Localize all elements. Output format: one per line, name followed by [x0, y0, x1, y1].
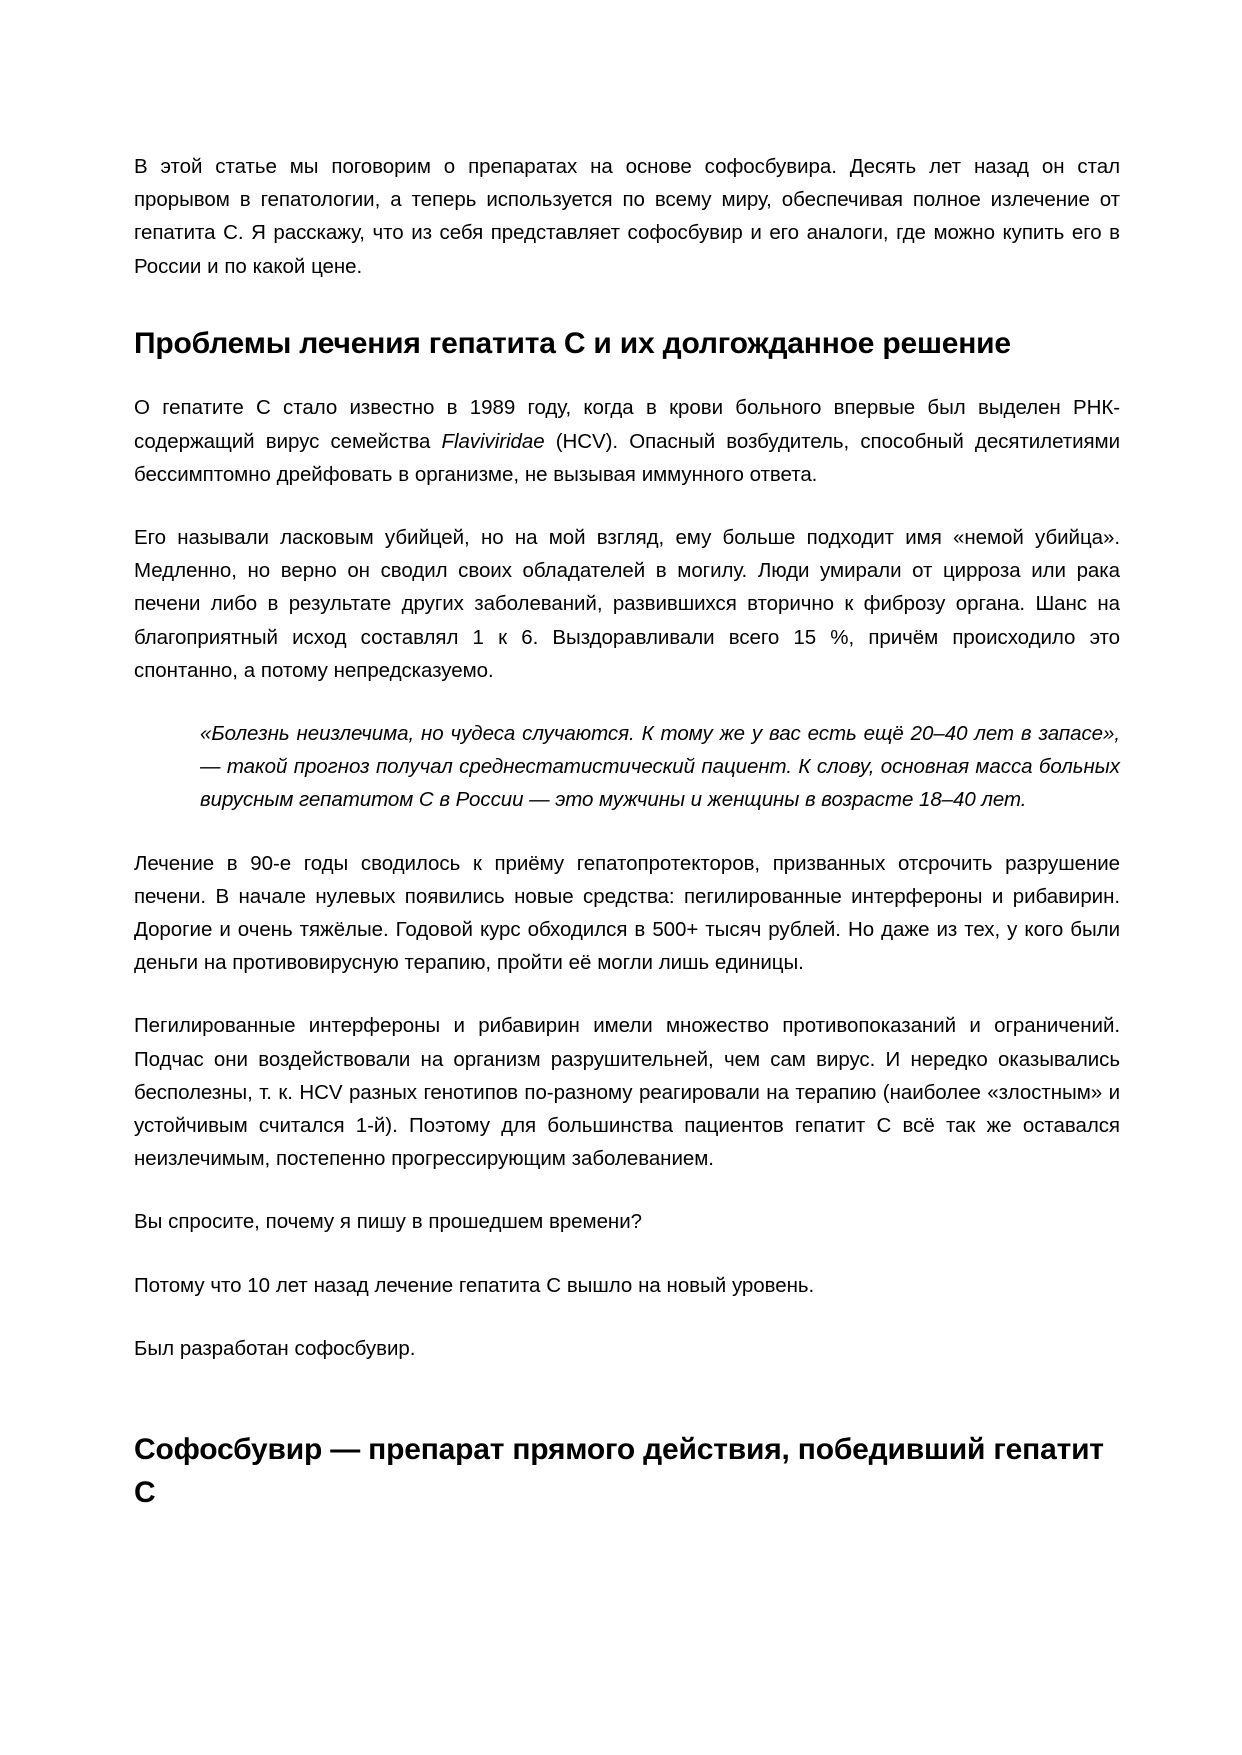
paragraph-silent-killer: Его называли ласковым убийцей, но на мой взгляд, ему больше подходит имя «немой убийца». Медленно, но верно он сводил своих обладателей в могилу. Люди умирали от цирроза или рака печени либо в результате других заболеваний, развившихся вторично к фиброзу органа. Шанс на благоприятный исход составлял 1 к 6. Выздоравливали всего 15 %, причём происходило это спонтанно, а потому непредсказуемо.	[134, 526, 1120, 682]
paragraph-interferon-limits: Пегилированные интерфероны и рибавирин имели множество противопоказаний и ограничений. Подчас они воздействовали на организм разрушительней, чем сам вирус. И нередко оказывались бесполезны, т. к. HCV разных генотипов по-разному реагировали на терапию (наиболее «злостным» и устойчивым считался 1-й). Поэтому для большинства пациентов гепатит С всё так же оставался неизлечимым, постепенно прогрессирующим заболеванием.	[134, 1014, 1120, 1171]
paragraph-question-past-tense: Вы спросите, почему я пишу в прошедшем времени?	[134, 1210, 642, 1234]
intro-paragraph: В этой статье мы поговорим о препаратах на основе софосбувира. Десять лет назад он стал прорывом в гепатологии, а теперь используется по всему миру, обеспечивая полное излечение от гепатита С. Я расскажу, что из себя представляет софосбувир и его аналоги, где можно купить его в России и по какой цене.	[134, 155, 1120, 278]
paragraph-nineties-treatment: Лечение в 90-е годы сводилось к приёму гепатопротекторов, призванных отсрочить разрушение печени. В начале нулевых появились новые средства: пегилированные интерфероны и рибавирин. Дорогие и очень тяжёлые. Годовой курс обходился в 500+ тысяч рублей. Но даже из тех, у кого были деньги на противовирусную терапию, пройти её могли лишь единицы.	[134, 851, 1120, 975]
section-heading-problems: Проблемы лечения гепатита С и их долгожданное решение	[134, 326, 1011, 360]
pull-quote	[134, 717, 1120, 817]
paragraph-sofosbuvir-developed: Был разработан софосбувир.	[134, 1336, 416, 1360]
paragraph-answer-new-level: Потому что 10 лет назад лечение гепатита С вышло на новый уровень.	[134, 1273, 815, 1297]
discovery-text-after-latin: (HCV). Опасный возбудитель, способный десятилетиями бессимптомно дрейфовать в организме, не вызывая иммунного ответа.	[134, 429, 1121, 486]
virus-family-name: Flaviviridae	[441, 429, 545, 453]
paragraph-discovery	[134, 391, 1120, 491]
section-heading-sofosbuvir: Софосбувир — препарат прямого действия, победивший гепатит С	[134, 1433, 1104, 1509]
pull-quote-text: «Болезнь неизлечима, но чудеса случаются. К тому же у вас есть ещё 20–40 лет в запасе», — такой прогноз получал среднестатистический пациент. К слову, основная масса больных вирусным гепатитом С в России — это мужчины и женщины в возрасте 18–40 лет.	[200, 722, 1120, 812]
discovery-text-before-latin: О гепатите С стало известно в 1989 году, когда в крови больного впервые был выделен РНК-содержащий вирус семейства	[134, 396, 1120, 453]
